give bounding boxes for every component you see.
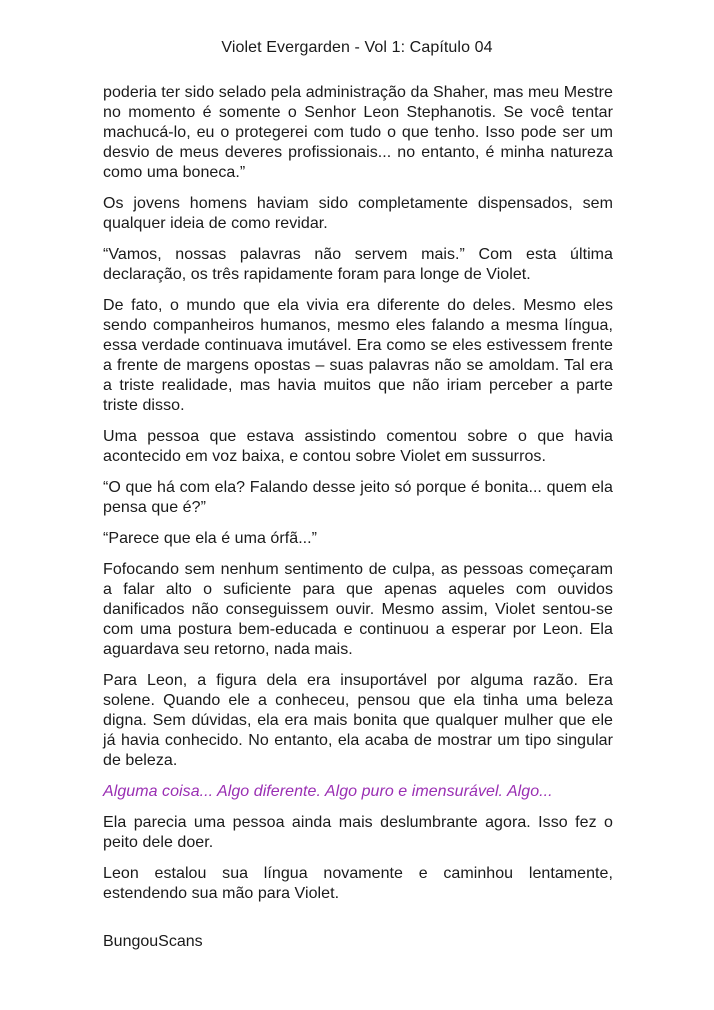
paragraph: De fato, o mundo que ela vivia era diferente do deles. Mesmo eles sendo companheiros humanos, mesmo eles falando a mesma língua, essa verdade continuava imutável. Era como se eles estivessem frente a frente de margens opostas – suas palavras não se amoldam. Tal era a triste realidade, mas havia muitos que não iriam perceber a parte triste disso.	[103, 297, 613, 414]
scanlation-credit: BungouScans	[103, 933, 203, 950]
chapter-body	[103, 83, 613, 915]
paragraph: Leon estalou sua língua novamente e caminhou lentamente, estendendo sua mão para Violet.	[103, 865, 613, 902]
paragraph: Para Leon, a figura dela era insuportável por alguma razão. Era solene. Quando ele a conheceu, pensou que ela tinha uma beleza digna. Sem dúvidas, ela era mais bonita que qualquer mulher que ele já havia conhecido. No entanto, ela acaba de mostrar um tipo singular de beleza.	[103, 672, 613, 769]
paragraph: Ela parecia uma pessoa ainda mais deslumbrante agora. Isso fez o peito dele doer.	[103, 814, 613, 851]
paragraph: Os jovens homens haviam sido completamente dispensados, sem qualquer ideia de como revidar.	[103, 195, 613, 232]
paragraph: “Vamos, nossas palavras não servem mais.” Com esta última declaração, os três rapidamente foram para longe de Violet.	[103, 246, 613, 283]
page-header: Violet Evergarden - Vol 1: Capítulo 04	[221, 39, 493, 56]
italic-thought-paragraph: Alguma coisa... Algo diferente. Algo puro e imensurável. Algo...	[103, 783, 553, 800]
paragraph: poderia ter sido selado pela administração da Shaher, mas meu Mestre no momento é somente o Senhor Leon Stephanotis. Se você tentar machucá-lo, eu o protegerei com tudo o que tenho. Isso pode ser um desvio de meus deveres profissionais... no entanto, é minha natureza como uma boneca.”	[103, 84, 613, 181]
paragraph: Uma pessoa que estava assistindo comentou sobre o que havia acontecido em voz baixa, e contou sobre Violet em sussurros.	[103, 428, 613, 465]
paragraph: “Parece que ela é uma órfã...”	[103, 530, 318, 547]
paragraph: Fofocando sem nenhum sentimento de culpa, as pessoas começaram a falar alto o suficiente para que apenas aqueles com ouvidos danificados não conseguissem ouvir. Mesmo assim, Violet sentou-se com uma postura bem-educada e continuou a esperar por Leon. Ela aguardava seu retorno, nada mais.	[103, 561, 613, 658]
paragraph: “O que há com ela? Falando desse jeito só porque é bonita... quem ela pensa que é?”	[103, 479, 613, 516]
